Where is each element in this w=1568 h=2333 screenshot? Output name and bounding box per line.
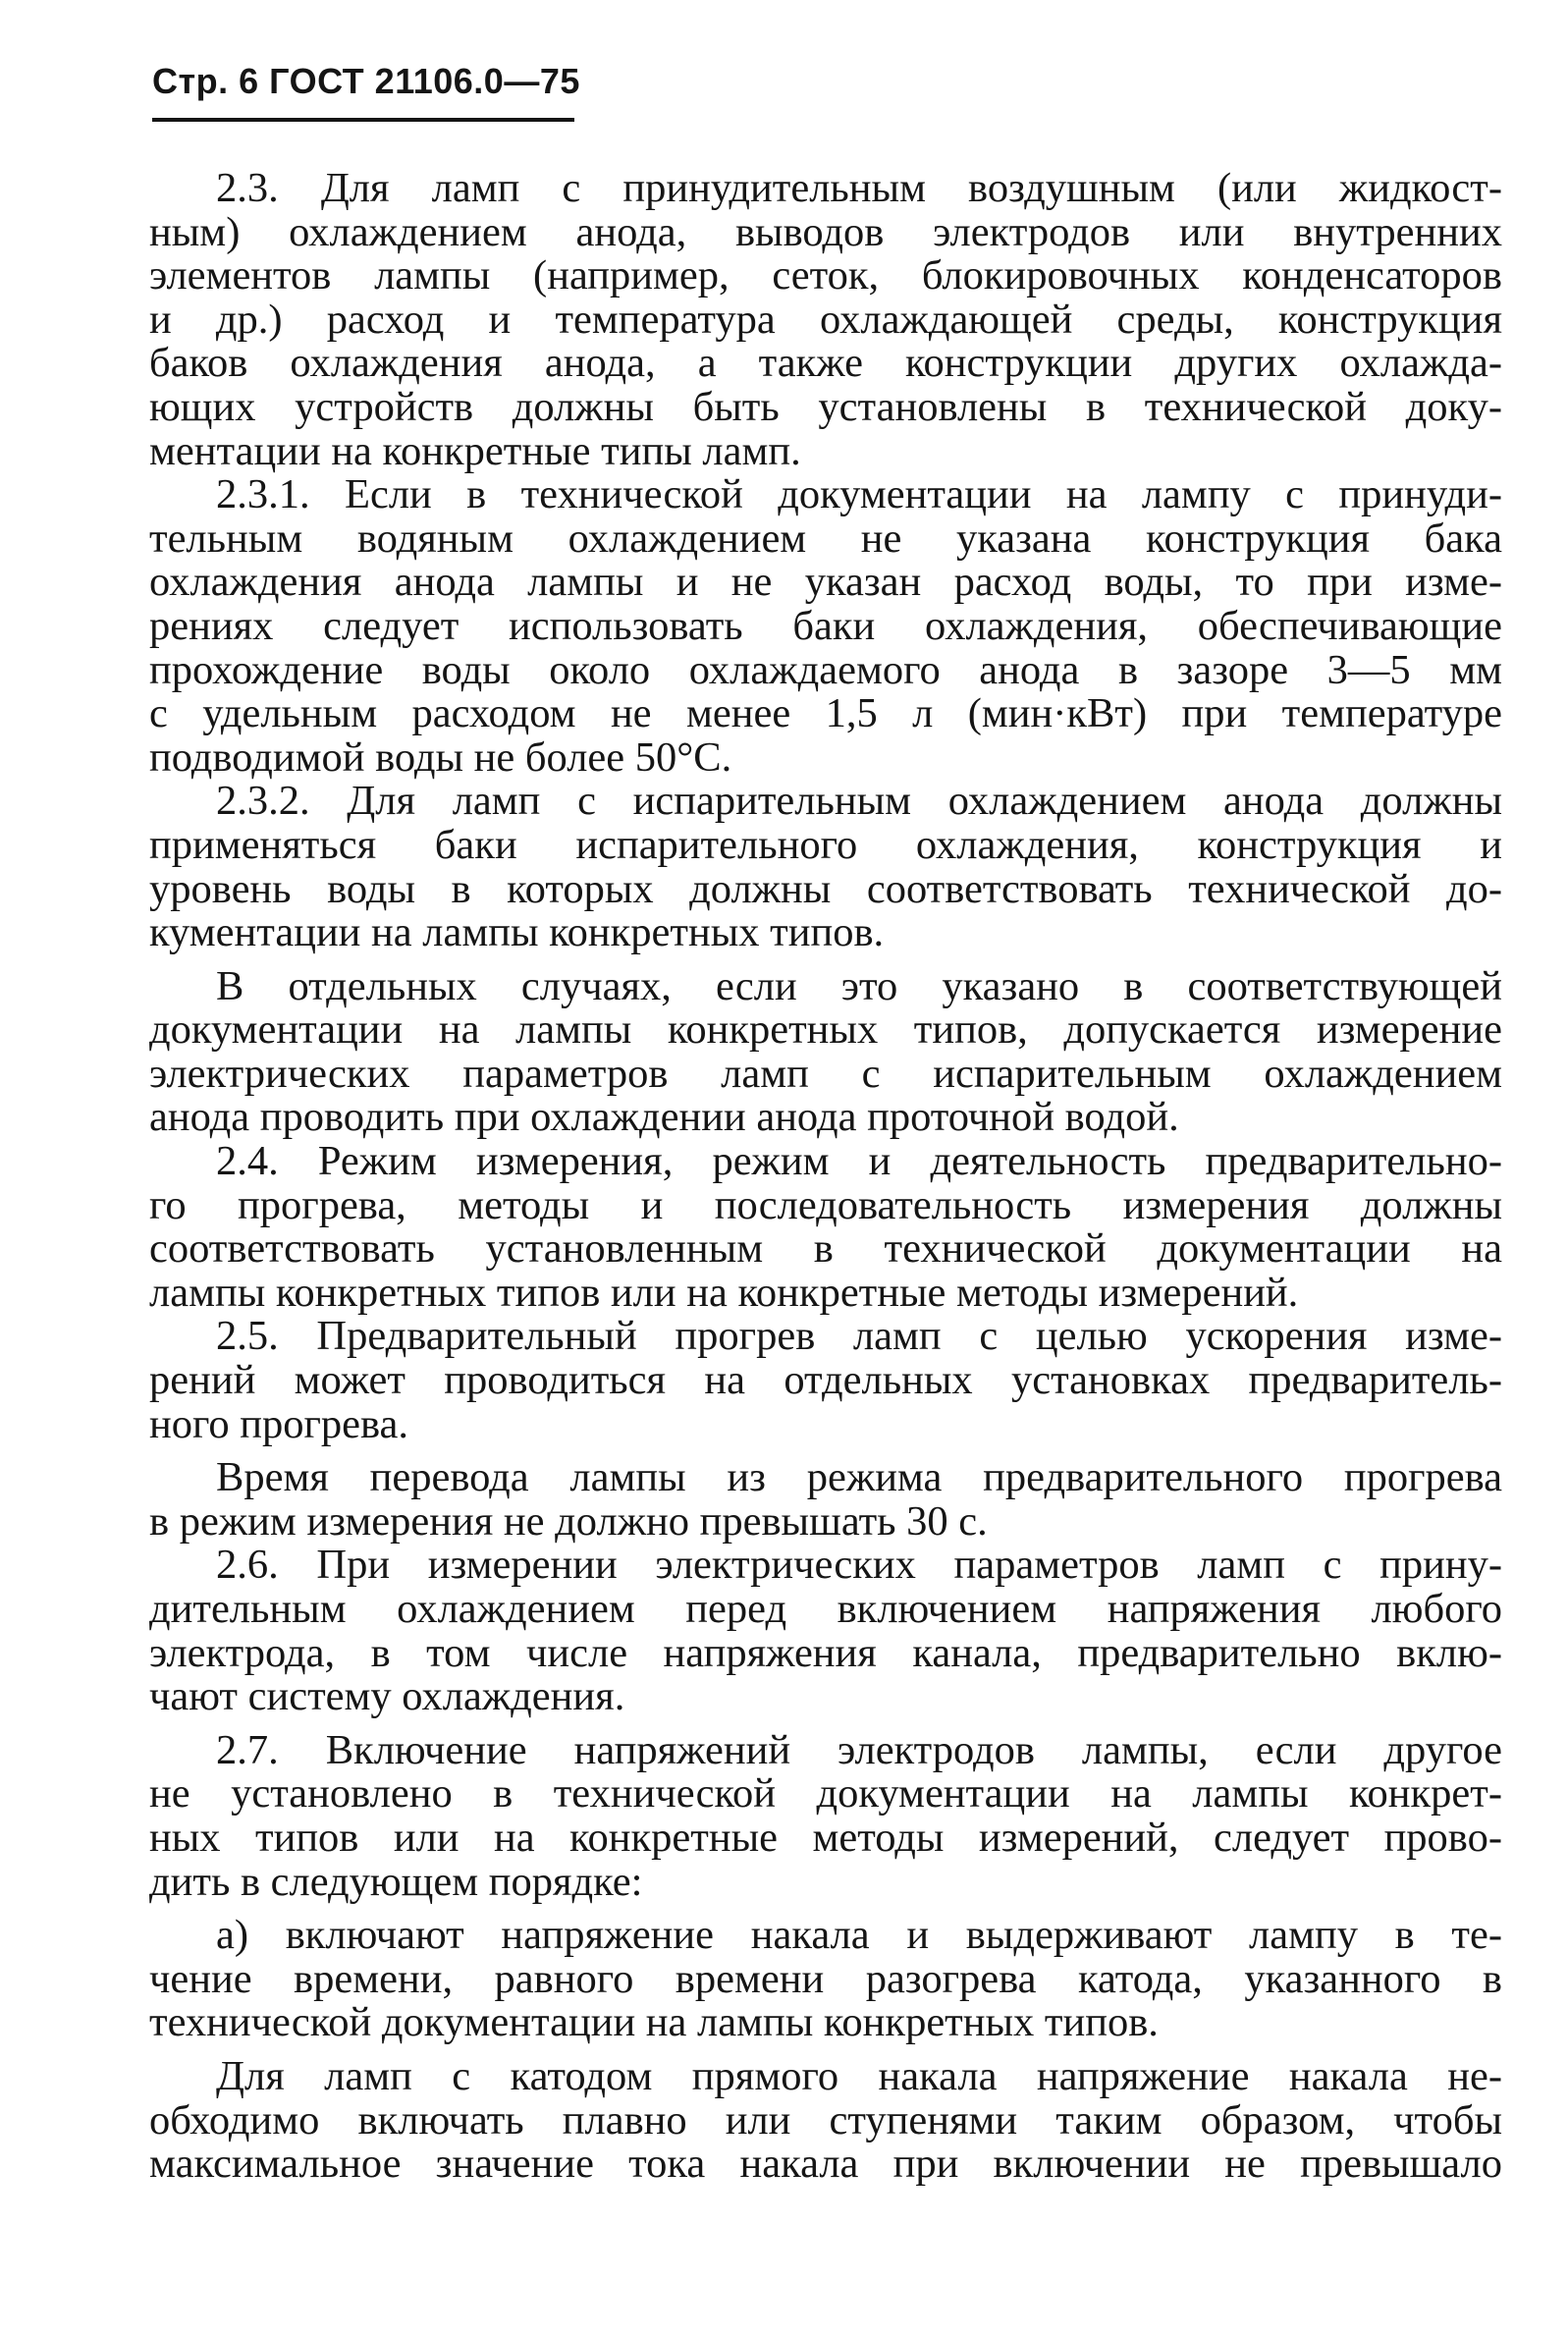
- text-line: анода проводить при охлаждении анода проточной водой.: [149, 1094, 1179, 1141]
- text-line: дить в следующем порядке:: [149, 1858, 643, 1905]
- text-line: рениях следует использовать баки охлаждения, обеспечивающие: [149, 602, 1502, 649]
- text-line: кументации на лампы конкретных типов.: [149, 909, 885, 956]
- text-line: 2.3.2. Для ламп с испарительным охлаждением анода должны: [216, 778, 1502, 825]
- text-line: 2.7. Включение напряжений электродов лампы, если другое: [216, 1726, 1502, 1773]
- text-line: го прогрева, методы и последовательность измерения должны: [149, 1181, 1502, 1228]
- text-line: прохождение воды около охлаждаемого анода в зазоре 3—5 мм: [149, 646, 1502, 693]
- text-line: чают систему охлаждения.: [149, 1673, 625, 1720]
- text-line: а) включают напряжение накала и выдерживают лампу в те-: [216, 1912, 1502, 1959]
- text-line: лампы конкретных типов или на конкретные методы измерений.: [149, 1269, 1299, 1316]
- text-line: ющих устройств должны быть установлены в технической доку-: [149, 383, 1502, 430]
- text-line: применяться баки испарительного охлаждения, конструкция и: [149, 821, 1502, 868]
- text-line: с удельным расходом не менее 1,5 л (мин·кВт) при температуре: [149, 690, 1502, 737]
- text-line: ного прогрева.: [149, 1400, 409, 1447]
- text-line: элементов лампы (например, сеток, блокировочных конденсаторов: [149, 252, 1502, 299]
- text-line: 2.6. При измерении электрических параметров ламп с прину-: [216, 1542, 1502, 1589]
- text-line: электрических параметров ламп с испарительным охлаждением: [149, 1050, 1502, 1097]
- text-line: обходимо включать плавно или ступенями таким образом, чтобы: [149, 2096, 1502, 2143]
- text-line: в режим измерения не должно превышать 30 с.: [149, 1497, 988, 1545]
- text-line: уровень воды в которых должны соответствовать технической до-: [149, 865, 1502, 912]
- text-line: чение времени, равного времени разогрева катода, указанного в: [149, 1955, 1502, 2002]
- text-line: дительным охлаждением перед включением напряжения любого: [149, 1586, 1502, 1632]
- text-line: охлаждения анода лампы и не указан расход воды, то при изме-: [149, 559, 1502, 606]
- text-line: 2.5. Предварительный прогрев ламп с целью ускорения изме-: [216, 1313, 1502, 1360]
- text-line: 2.4. Режим измерения, режим и деятельность предварительно-: [216, 1138, 1502, 1185]
- text-line: максимальное значение тока накала при включении не превышало: [149, 2141, 1502, 2188]
- text-line: соответствовать установленным в технической документации на: [149, 1225, 1502, 1273]
- body-text: [149, 167, 1502, 2187]
- text-line: электрода, в том числе напряжения канала, предварительно вклю-: [149, 1629, 1502, 1676]
- text-line: Время перевода лампы из режима предварительного прогрева: [216, 1454, 1502, 1501]
- text-line: Для ламп с катодом прямого накала напряжение накала не-: [216, 2052, 1502, 2099]
- text-line: ментации на конкретные типы ламп.: [149, 427, 801, 474]
- text-line: рений может проводиться на отдельных установках предваритель-: [149, 1357, 1502, 1404]
- text-line: ных типов или на конкретные методы измерений, следует прово-: [149, 1814, 1502, 1861]
- text-line: баков охлаждения анода, а также конструкции других охлажда-: [149, 340, 1502, 387]
- text-line: не установлено в технической документации на лампы конкрет-: [149, 1770, 1502, 1818]
- header-rule: [152, 118, 574, 122]
- text-line: В отдельных случаях, если это указано в соответствующей: [216, 962, 1502, 1009]
- text-line: документации на лампы конкретных типов, допускается измерение: [149, 1006, 1502, 1054]
- text-line: подводимой воды не более 50°C.: [149, 733, 732, 781]
- text-line: технической документации на лампы конкретных типов.: [149, 1999, 1159, 2046]
- text-line: 2.3. Для ламп с принудительным воздушным (или жидкост-: [216, 165, 1502, 211]
- text-line: ным) охлаждением анода, выводов электродов или внутренних: [149, 208, 1502, 255]
- text-line: тельным водяным охлаждением не указана конструкция бака: [149, 515, 1502, 562]
- text-line: и др.) расход и температура охлаждающей среды, конструкция: [149, 296, 1502, 343]
- page-header: Стр. 6 ГОСТ 21106.0—75: [152, 61, 580, 101]
- text-line: 2.3.1. Если в технической документации на лампу с принуди-: [216, 471, 1502, 518]
